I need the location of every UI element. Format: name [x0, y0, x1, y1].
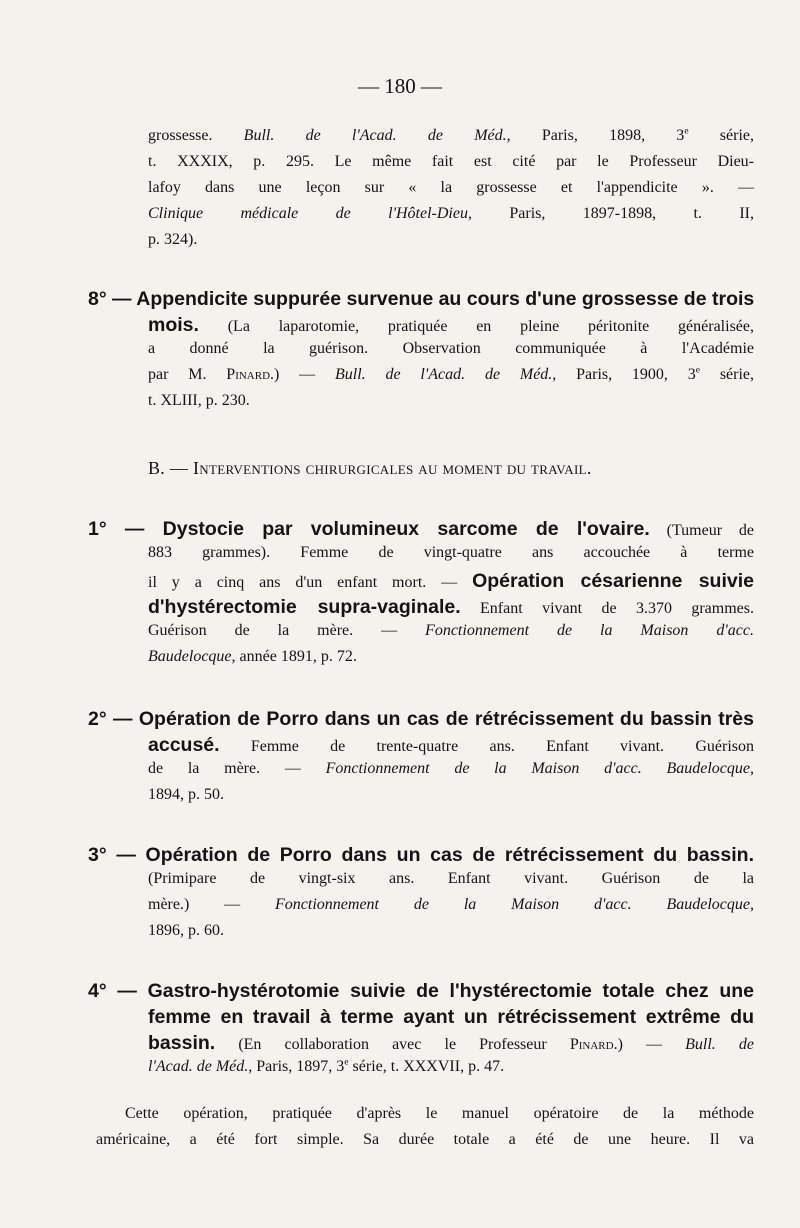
item-8-line-5: t. XLIII, p. 230. [148, 392, 250, 409]
item-1-line-4: d'hystérectomie supra-vaginale. Enfant vivant de 3.370 grammes. [148, 596, 754, 618]
page-number: — 180 — [358, 74, 442, 98]
ref-line-3: lafoy dans une leçon sur « la grossesse et l'appendicite ». — [148, 179, 754, 196]
item-4-line-2: femme en travail à terme ayant un rétrécissement extrême du [148, 1006, 754, 1028]
ref-line-4: Clinique médicale de l'Hôtel-Dieu, Paris, 1897-1898, t. II, [148, 205, 754, 222]
item-4-line-4: l'Acad. de Méd., Paris, 1897, 3e série, t. XXXVII, p. 47. [148, 1056, 505, 1075]
item-1-line-1: 1° — Dystocie par volumineux sarcome de l'ovaire. (Tumeur de [88, 518, 754, 540]
ref-line-1: grossesse. Bull. de l'Acad. de Méd., Paris, 1898, 3e série, [148, 125, 755, 144]
item-1-line-3: il y a cinq ans d'un enfant mort. — Opération césarienne suivie [148, 570, 754, 592]
section-heading-b: B. — Interventions chirurgicales au moment du travail. [148, 458, 592, 478]
ref-line-5: p. 324). [148, 231, 198, 248]
item-8-line-4: par M. Pinard.) — Bull. de l'Acad. de Méd., Paris, 1900, 3e série, [148, 364, 755, 383]
item-8-line-3: a donné la guérison. Observation communiquée à l'Académie [148, 340, 754, 357]
closing-line-1: Cette opération, pratiquée d'après le manuel opératoire de la méthode [125, 1105, 754, 1122]
item-4-line-1: 4° — Gastro-hystérotomie suivie de l'hystérectomie totale chez une [88, 980, 754, 1002]
item-2-line-4: 1894, p. 50. [148, 786, 224, 803]
closing-line-2: américaine, a été fort simple. Sa durée totale a été de une heure. Il va [96, 1131, 754, 1148]
item-1-line-5: Guérison de la mère. — Fonctionnement de la Maison d'acc. [148, 622, 754, 639]
item-8-line-2: mois. (La laparotomie, pratiquée en pleine péritonite généralisée, [148, 314, 754, 336]
item-2-line-3: de la mère. — Fonctionnement de la Maison d'acc. Baudelocque, [148, 760, 754, 777]
item-2-line-1: 2° — Opération de Porro dans un cas de rétrécissement du bassin très [88, 708, 754, 730]
item-8-line-1: 8° — Appendicite suppurée survenue au cours d'une grossesse de trois [88, 288, 755, 310]
item-2-line-2: accusé. Femme de trente-quatre ans. Enfant vivant. Guérison [148, 734, 754, 756]
item-3-line-3: mère.) — Fonctionnement de la Maison d'acc. Baudelocque, [148, 896, 754, 913]
ref-line-2: t. XXXIX, p. 295. Le même fait est cité par le Professeur Dieu- [148, 153, 754, 170]
item-3-line-1: 3° — Opération de Porro dans un cas de rétrécissement du bassin. [88, 844, 754, 866]
item-3-line-4: 1896, p. 60. [148, 922, 224, 939]
item-4-line-3: bassin. (En collaboration avec le Professeur Pinard.) — Bull. de [148, 1032, 755, 1054]
item-3-line-2: (Primipare de vingt-six ans. Enfant vivant. Guérison de la [148, 870, 754, 887]
item-1-line-2: 883 grammes). Femme de vingt-quatre ans accouchée à terme [148, 544, 754, 561]
item-1-line-6: Baudelocque, année 1891, p. 72. [148, 648, 357, 665]
